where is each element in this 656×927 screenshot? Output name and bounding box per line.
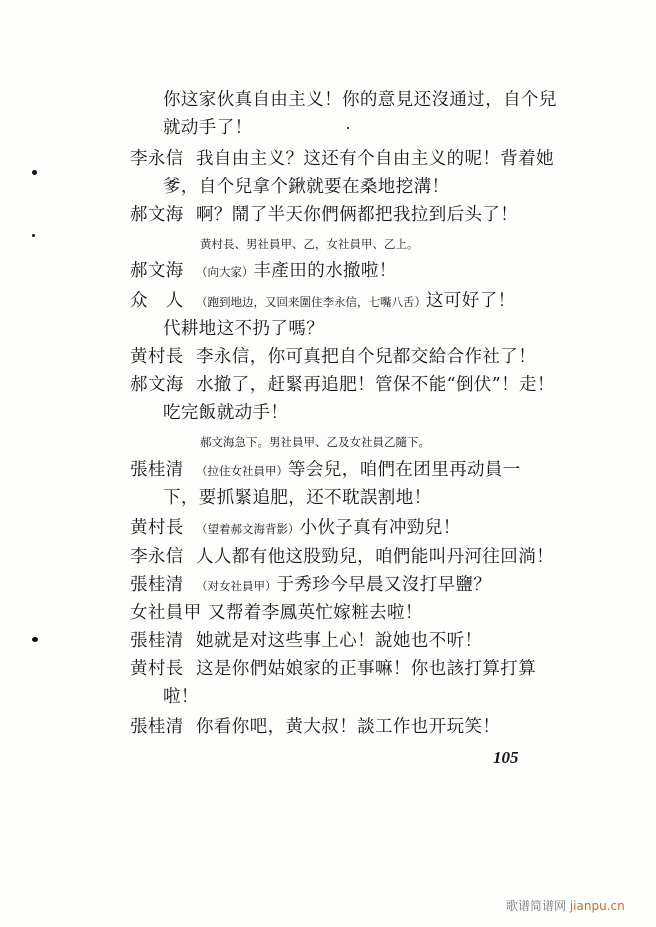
- speaker-name: 黄村長: [130, 518, 184, 538]
- script-line: [130, 261, 397, 282]
- script-line: [130, 547, 554, 567]
- dialogue-text: 下，要抓緊追肥，还不耽誤割地！: [163, 488, 432, 508]
- script-line: [130, 205, 518, 225]
- speaker-name: 黄村長: [130, 347, 184, 367]
- script-line: [163, 319, 324, 339]
- dialogue-text: 我自由主义？这还有个自由主义的呢！背着她: [196, 149, 554, 169]
- dialogue-text: 她就是对这些事上心！說她也不听！: [196, 631, 483, 651]
- script-line: [163, 403, 288, 423]
- speaker-name: 張桂清: [130, 717, 184, 737]
- speaker-name: 郝文海: [130, 261, 184, 281]
- script-line: [163, 488, 432, 508]
- watermark-url: jianpu.cn: [569, 899, 625, 913]
- script-line: [163, 90, 557, 110]
- script-line: [130, 375, 555, 395]
- page-number: 105: [493, 748, 519, 767]
- dialogue-text: 你这家伙真自由主义！你的意見还沒通过，自个兒: [163, 90, 557, 110]
- script-line: [163, 177, 449, 197]
- speaker-name: 黄村長: [130, 659, 184, 679]
- dialogue-text: 爹，自个兒拿个鍬就要在桑地挖溝！: [163, 177, 450, 197]
- dialogue-text: 小伙子真有冲勁兒！: [299, 518, 461, 538]
- dialogue-text: 你看你吧，黄大叔！談工作也开玩笑！: [196, 717, 501, 737]
- stage-direction: 郝文海急下。男社員甲、乙及女社員乙隨下。: [200, 435, 430, 449]
- speaker-name: 郝文海: [130, 205, 184, 225]
- dialogue-text: 就动手了！: [163, 118, 253, 138]
- scan-speck: [32, 234, 35, 237]
- dialogue-text: 这可好了！: [426, 291, 516, 311]
- dialogue-text: 于秀珍今早晨又沒打早鹽？: [276, 575, 492, 595]
- speaker-name: 張桂清: [130, 631, 184, 651]
- script-line: [130, 659, 536, 679]
- dialogue-text: 李永信，你可真把自个兒都交給合作社了！: [196, 347, 537, 367]
- action-direction: （跑到地边，又回来圍住李永信，七嘴八舌）: [196, 295, 426, 309]
- dialogue-text: 等会兒，咱們在团里再动員一: [288, 460, 521, 480]
- script-line: [130, 149, 554, 169]
- dialogue-text: 水撤了，赶緊再追肥！管保不能“倒伏”！走！: [196, 375, 555, 395]
- watermark-site-name: 歌谱简谱网: [506, 899, 567, 913]
- scan-speck: [347, 127, 349, 129]
- script-line: [130, 460, 521, 481]
- dialogue-text: 丰產田的水撤啦！: [253, 261, 397, 281]
- script-line: [130, 717, 500, 737]
- script-line: [130, 518, 461, 539]
- dialogue-text: 人人都有他这股勁兒，咱們能叫丹河往回淌！: [196, 547, 554, 567]
- dialogue-text: 这是你們姑娘家的正事嘛！你也該打算打算: [196, 659, 537, 679]
- dialogue-text: 代耕地这不扔了嗎？: [163, 319, 325, 339]
- action-direction: （拉住女社員甲）: [196, 464, 288, 478]
- action-direction: （向大家）: [196, 265, 254, 279]
- script-line: [130, 291, 516, 312]
- script-line: [130, 631, 482, 651]
- speaker-name: 郝文海: [130, 375, 184, 395]
- scan-speck: [32, 170, 37, 175]
- speaker-name: 女社員甲: [130, 603, 202, 623]
- speaker-name: 李永信: [130, 547, 184, 567]
- watermark: [506, 897, 625, 914]
- script-line: [163, 118, 253, 138]
- script-line: [163, 687, 199, 707]
- script-line: [130, 603, 423, 623]
- stage-direction: 黄村長、男社員甲、乙，女社員甲、乙上。: [200, 237, 419, 251]
- dialogue-text: 啦！: [163, 687, 199, 707]
- dialogue-text: 吃完飯就动手！: [163, 403, 289, 423]
- dialogue-text: 啊？鬧了半天你們俩都把我拉到后头了！: [196, 205, 519, 225]
- script-line: [130, 347, 536, 367]
- script-line: [130, 575, 491, 596]
- speaker-name: 李永信: [130, 149, 184, 169]
- scan-speck: [32, 637, 38, 642]
- action-direction: （望着郝文海背影）: [196, 522, 300, 536]
- dialogue-text: 又帮着李鳳英忙嫁粧去啦！: [208, 603, 423, 623]
- action-direction: （对女社員甲）: [196, 579, 277, 593]
- speaker-name: 众 人: [130, 291, 184, 311]
- speaker-name: 張桂清: [130, 575, 184, 595]
- speaker-name: 張桂清: [130, 460, 184, 480]
